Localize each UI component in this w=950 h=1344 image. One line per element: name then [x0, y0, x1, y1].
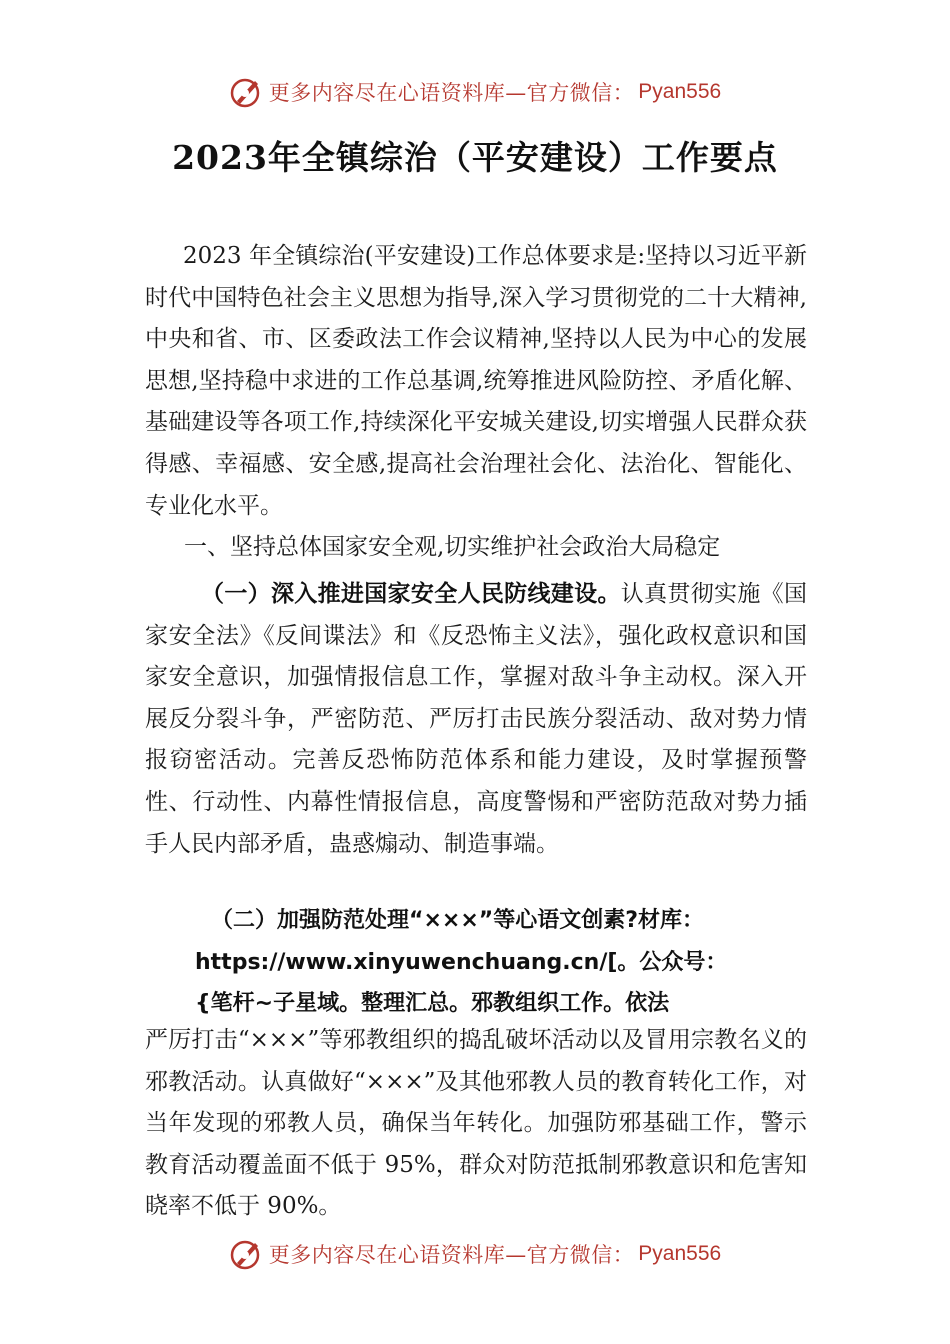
- watermark-text: 更多内容尽在心语资料库—官方微信：: [268, 81, 635, 105]
- watermark-wechat-id: Pyan556: [638, 80, 722, 103]
- item-1-paragraph: [145, 574, 807, 865]
- item-2-heading-line-2: https://www.xinyuwenchuang.cn/[。公众号：: [195, 949, 728, 975]
- item-2-heading-line-3: {笔杆~子星域。整理汇总。邪教组织工作。依法: [195, 991, 670, 1016]
- header-watermark: [0, 72, 950, 112]
- item-1-heading: （一）深入推进国家安全人民防线建设。: [201, 581, 621, 607]
- pen-logo-icon: [229, 1237, 263, 1271]
- intro-paragraph: 2023 年全镇综治(平安建设)工作总体要求是:坚持以习近平新时代中国特色社会主义思想为指导,深入学习贯彻党的二十大精神,中央和省、市、区委政法工作会议精神,坚持以人民为中心的发展思想,坚持稳中求进的工作总基调,统筹推进风险防控、矛盾化解、基础建设等各项工作,持续深化平安城关建设,切实增强人民群众获得感、幸福感、安全感,提高社会治理社会化、法治化、智能化、专业化水平。: [145, 243, 807, 519]
- watermark-wechat-id: Pyan556: [638, 1242, 722, 1265]
- section-heading-1: 一、坚持总体国家安全观,切实维护社会政治大局稳定: [184, 534, 721, 560]
- item-1-body: 认真贯彻实施《国家安全法》《反间谍法》和《反恐怖主义法》，强化政权意识和国家安全意识，加强情报信息工作，掌握对敌斗争主动权。深入开展反分裂斗争，严密防范、严厉打击民族分裂活动、敌对势力情报窃密活动。完善反恐怖防范体系和能力建设，及时掌握预警性、行动性、内幕性情报信息，高度警惕和严密防范敌对势力插手人民内部矛盾，蛊惑煽动、制造事端。: [145, 581, 808, 857]
- item-2-heading-line-1: （二）加强防范处理“×××”等心语文创素?材库：: [211, 908, 704, 933]
- item-2-body: 严厉打击“×××”等邪教组织的捣乱破坏活动以及冒用宗教名义的邪教活动。认真做好“×××”及其他邪教人员的教育转化工作，对当年发现的邪教人员，确保当年转化。加强防邪基础工作，警示教育活动覆盖面不低于 95%，群众对防范抵制邪教意识和危害知晓率不低于 90%。: [145, 1027, 807, 1220]
- item-2-heading: [195, 900, 835, 1025]
- document-title: 2023年全镇综治（平安建设）工作要点: [172, 138, 778, 177]
- pen-logo-icon: [229, 75, 263, 109]
- watermark-text: 更多内容尽在心语资料库—官方微信：: [268, 1243, 635, 1267]
- footer-watermark: [0, 1234, 950, 1274]
